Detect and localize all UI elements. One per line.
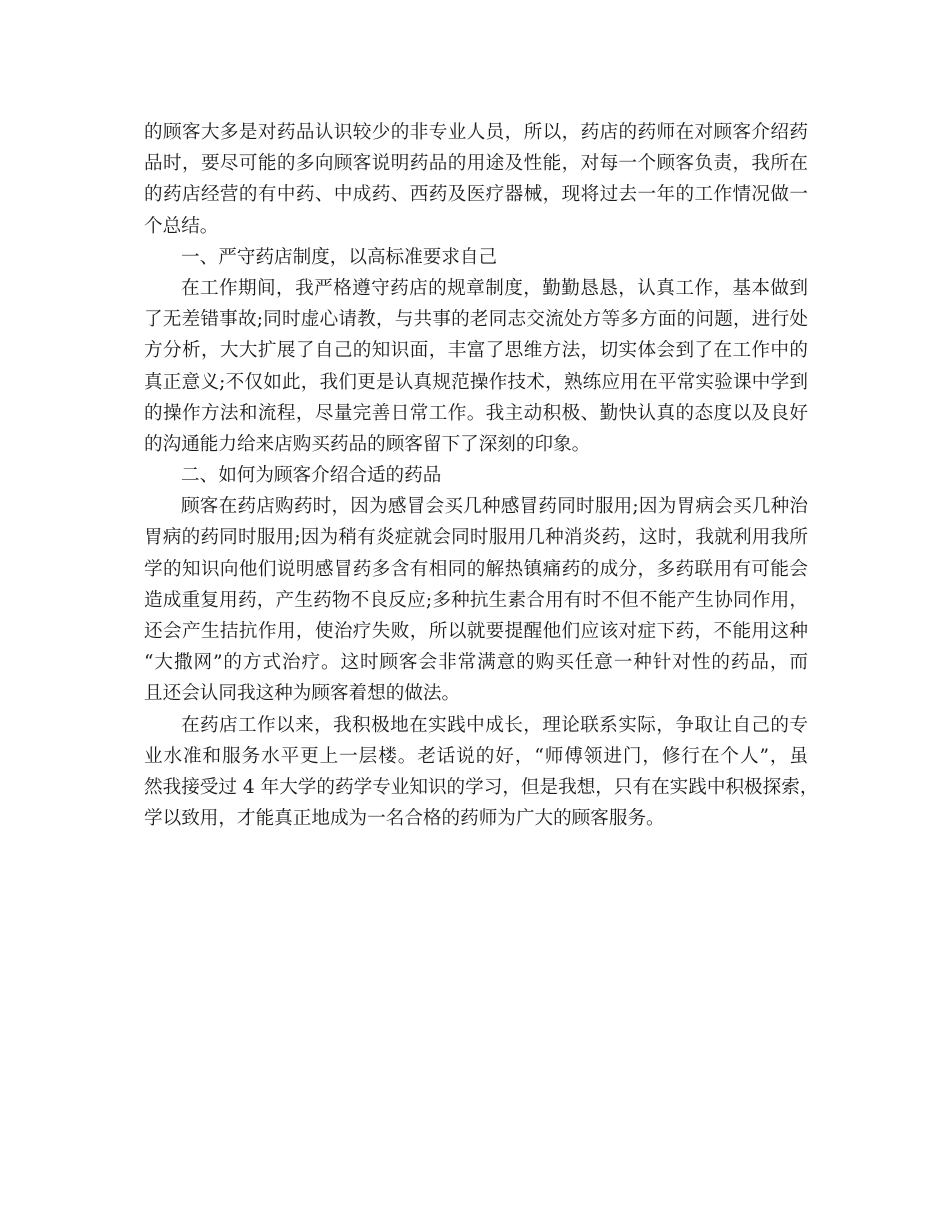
text-line: 顾客在药店购药时，因为感冒会买几种感冒药同时服用;因为胃病会买几种治	[181, 496, 808, 518]
text-line: 业水准和服务水平更上一层楼。老话说的好，“师傅领进门，修行在个人”，虽	[144, 745, 808, 767]
text-line: 方分析，大大扩展了自己的知识面，丰富了思维方法，切实体会到了在工作中的	[144, 340, 808, 362]
document-body	[144, 117, 819, 834]
text-line: 品时，要尽可能的多向顾客说明药品的用途及性能，对每一个顾客负责，我所在	[144, 153, 808, 175]
text-line: 学的知识向他们说明感冒药多含有相同的解热镇痛药的成分，多药联用有可能会	[144, 558, 808, 580]
text-line: 个总结。	[144, 215, 219, 237]
text-line: 然我接受过 4 年大学的药学专业知识的学习，但是我想，只有在实践中积极探索，	[144, 776, 819, 798]
text-line: 的顾客大多是对药品认识较少的非专业人员，所以，药店的药师在对顾客介绍药	[144, 122, 808, 143]
text-line: 且还会认同我这种为顾客着想的做法。	[144, 683, 461, 705]
text-line: “大撒网”的方式治疗。这时顾客会非常满意的购买任意一种针对性的药品，而	[144, 652, 808, 674]
text-line: 在药店工作以来，我积极地在实践中成长，理论联系实际，争取让自己的专	[181, 714, 808, 736]
text-line: 胃病的药同时服用;因为稍有炎症就会同时服用几种消炎药，这时，我就利用我所	[144, 527, 808, 549]
section-heading-2	[144, 460, 808, 491]
text-line: 真正意义;不仅如此，我们更是认真规范操作技术，熟练应用在平常实验课中学到	[144, 371, 808, 393]
text-line: 的操作方法和流程，尽量完善日常工作。我主动积极、勤快认真的态度以及良好	[144, 402, 808, 424]
text-line: 还会产生拮抗作用，使治疗失败，所以就要提醒他们应该对症下药，不能用这种	[144, 621, 808, 642]
paragraph-intro	[144, 117, 808, 242]
text-line: 了无差错事故;同时虚心请教，与共事的老同志交流处方等多方面的问题，进行处	[144, 309, 808, 331]
heading-line: 二、如何为顾客介绍合适的药品	[181, 465, 442, 487]
text-line: 的药店经营的有中药、中成药、西药及医疗器械，现将过去一年的工作情况做一	[144, 184, 808, 206]
text-line: 造成重复用药，产生药物不良反应;多种抗生素合用有时不但不能产生协同作用，	[144, 589, 808, 611]
text-line: 在工作期间，我严格遵守药店的规章制度，勤勤恳恳，认真工作，基本做到	[181, 277, 808, 299]
heading-line: 一、严守药店制度，以高标准要求自己	[181, 246, 498, 268]
paragraph-customer-advice	[144, 491, 808, 709]
text-line: 学以致用，才能真正地成为一名合格的药师为广大的顾客服务。	[144, 808, 665, 830]
text-line: 的沟通能力给来店购买药品的顾客留下了深刻的印象。	[144, 433, 591, 455]
section-heading-1	[144, 242, 808, 273]
paragraph-work-period	[144, 273, 808, 460]
paragraph-growth	[144, 710, 819, 835]
